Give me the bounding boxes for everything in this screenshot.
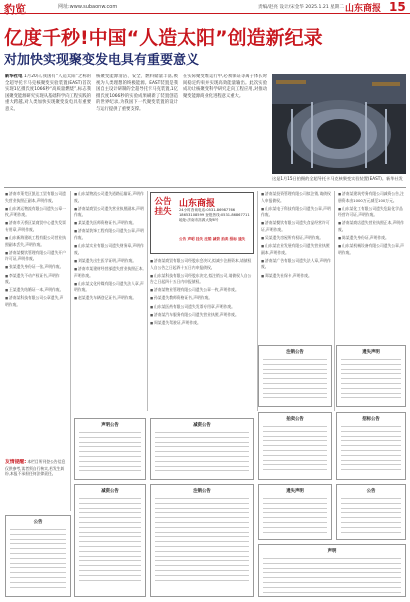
ad-label-bottom: 挂失 [154, 207, 172, 217]
column-divider [147, 191, 148, 411]
friendly-reminder [5, 459, 67, 477]
notice-item: ■ 山东鸿运物流有限公司遗失公章一枚,声明作废。 [5, 206, 67, 219]
notice-box-title: 减资公告 [193, 423, 211, 428]
notice-item: ■ 济南某科技有限公司公章遗失,声明作废。 [5, 295, 67, 308]
notice-column-5 [338, 191, 406, 341]
paper-name: 山东商报 [345, 4, 382, 14]
notice-box [74, 484, 146, 597]
notice-item: ■ 吴某遗失房屋所有权证,声明作废。 [261, 235, 331, 242]
dateline: 新华社电 [5, 74, 23, 79]
notice-box-title: 减资公告 [101, 489, 119, 494]
notice-box-title: 招标公告 [362, 417, 380, 422]
notice-item: ■ 山东某实业有限公司遗失财务章,声明作废。 [74, 243, 146, 256]
article-subhead: 对加快实现聚变发电具有重要意义 [4, 53, 200, 68]
notice-column-3 [150, 258, 254, 408]
notice-item: ■ 济南市某建材经营部遗失营业执照正本,声明作废。 [74, 266, 146, 279]
notice-item: ■ 济南某汽车服务有限公司遗失营业执照,声明作废。 [150, 312, 254, 319]
article-headline: 亿度千秒!中国“人造太阳”创造新纪录 [4, 27, 323, 49]
notice-item: ■ 陈某遗失身份证,声明作废。 [338, 235, 406, 242]
notice-item: ■ 济南某餐饮有限公司遗失食品经营许可证,声明作废。 [261, 220, 331, 233]
notice-box [258, 544, 406, 597]
column-divider [334, 191, 335, 411]
notice-item: ■ 山东某医药有限公司遗失发票专用章,声明作废。 [150, 304, 254, 311]
article-body-1: 1月20日,我国有“人造太阳”之称的全超导托卡马克核聚变实验装置(EAST)首次实现1亿摄氏度1066秒“高质量燃烧”,标志我国聚变能源研究实现从基础科学向工程实践的重大跨越,对人类加快实现聚变发电具有重要意义。 [5, 74, 91, 112]
notice-box [336, 345, 406, 407]
notice-box-title: 遗失声明 [286, 489, 304, 494]
notice-item: ■ 刘某遗失出生医学证明,声明作废。 [74, 258, 146, 265]
ad-box [150, 192, 254, 254]
notice-item: ■ 济南某广告有限公司遗失法人章,声明作废。 [261, 258, 331, 271]
notice-box [5, 515, 71, 597]
notice-item: ■ 济南某餐饮管理有限公司遗失开户许可证,声明作废。 [5, 250, 67, 263]
notice-item: ■ 济南某商店遗失营业执照正本,声明作废。 [338, 220, 406, 233]
notice-item: ■ 山东某机械设备有限公司遗失公章,声明作废。 [338, 243, 406, 256]
notice-item: ■ 济南某物业管理有限公司遗失公章一枚,声明作废。 [150, 287, 254, 294]
reminder-text: 本栏目所刊登公告信息仅供参考,读者须自行核实,若发生纠纷,本报不承担任何法律责任。 [5, 459, 66, 477]
reminder-label: 友情提醒: [5, 460, 27, 465]
notice-item: ■ 济南某建筑劳务有限公司减资公告,注册资本由1000万元减至100万元。 [338, 191, 406, 204]
page-header [0, 0, 410, 14]
notice-box [258, 484, 332, 540]
notice-box-title: 注销公告 [286, 350, 304, 355]
website-url[interactable]: 网址:www.subaonw.com [58, 4, 118, 10]
notice-item: ■ 某某遗失医师资格证书,声明作废。 [74, 220, 146, 227]
notice-item: ■ 张某遗失身份证一张,声明作废。 [5, 264, 67, 271]
notice-item: ■ 周某遗失驾驶证,声明作废。 [150, 320, 254, 327]
ad-paper-name: 山东商报 [179, 199, 216, 209]
notice-column-1 [5, 191, 67, 457]
notice-item: ■ 山东新海建筑工程有限公司营业执照副本丢失,声明作废。 [5, 235, 67, 248]
notice-box [258, 345, 332, 407]
photo-caption: 这是1月15日拍摄的全超导托卡马克核聚变实验装置(EAST)。新华社发 [272, 176, 403, 181]
notice-item: ■ 山东某物流公司遗失道路运输证,声明作废。 [74, 191, 146, 204]
notice-item: ■ 赵某遗失车辆登记证书,声明作废。 [74, 295, 146, 302]
notice-box-title: 公告 [366, 489, 376, 494]
notice-box [336, 412, 406, 480]
notice-item: ■ 山东某电子科技有限公司遗失公章,声明作废。 [261, 206, 331, 219]
notice-item: ■ 李某遗失不动产权证书,声明作废。 [5, 273, 67, 286]
notice-column-4 [261, 191, 331, 341]
ad-label-top: 公告 [154, 197, 172, 207]
notice-item: ■ 孙某遗失教师资格证书,声明作废。 [150, 295, 254, 302]
notice-item: ■ 济南某投资管理有限公司拟注销,请债权人申报债权。 [261, 191, 331, 204]
ad-label [154, 197, 172, 217]
notice-box-title: 遗失声明 [362, 350, 380, 355]
notice-box [150, 484, 254, 597]
notice-item: ■ 郑某遗失社保卡,声明作废。 [261, 273, 331, 280]
ad-slogan: 公告 声明 挂失 注销 减资 拍卖 招标 遗失 [179, 237, 246, 241]
tokamak-photo-icon [272, 74, 406, 174]
notice-item: ■ 山东某农业发展有限公司遗失营业执照副本,声明作废。 [261, 243, 331, 256]
notice-box-title: 拍卖公告 [286, 417, 304, 422]
article-column-2: 核聚变能源清洁、安全、燃料储量丰富,被视为人类理想的终极能源。EAST装置是我国自主设计研制的全超导托卡马克装置,1亿摄氏度1066秒的实验成果刷新了装置创造的世界纪录,为我国下一代聚变装置的设计与运行提供了重要支撑。 [96, 74, 178, 112]
article-column-3: 在实际聚变堆运行中,必须保证等离子体长时间稳定约束并实现高效能量输出。此次实验成功让核聚变科学研究走向工程应用,对推动聚变能源商业化进程意义重大。 [183, 74, 267, 99]
notice-box-title: 注销公告 [193, 489, 211, 494]
page-number: 15 [389, 0, 406, 14]
ad-contact: 24小时咨询电话:0531-86987766 18653108599 登报热线:0531-86867711 地址:济南市泺源大街6号 [179, 208, 250, 222]
notice-item: ■ 山东某科技有限公司经股东决定,拟注销公司,请债权人自公告之日起四十五日内申报债权。 [150, 273, 254, 286]
article-column-1 [5, 74, 91, 186]
notice-box [336, 484, 406, 540]
notice-box [258, 412, 332, 480]
edition-meta: 责编/赵亮 设计/宋金华 2025.1.21 星期二 [258, 5, 344, 10]
notice-item: ■ 王某遗失结婚证一本,声明作废。 [5, 287, 67, 294]
column-divider [70, 191, 71, 511]
notice-item: ■ 济南某装饰工程有限公司遗失公章,声明作废。 [74, 228, 146, 241]
notice-item: ■ 山东某文化传媒有限公司遗失法人章,声明作废。 [74, 281, 146, 294]
notice-box-title: 公告 [33, 520, 43, 525]
notice-item: ■ 济南某商贸有限公司经股东会决议,拟减少注册资本,请债权人自公告之日起四十五日内申报债权。 [150, 258, 254, 271]
notice-item: ■ 山东某化工有限公司遗失危险化学品经营许可证,声明作废。 [338, 206, 406, 219]
article-photo [272, 74, 406, 174]
section-divider [4, 187, 406, 188]
column-brand: 豹览 [4, 3, 26, 16]
notice-box [150, 418, 254, 480]
notice-column-2 [74, 191, 146, 315]
notice-item: ■ 济南某商贸公司遗失营业执照副本,声明作废。 [74, 206, 146, 219]
notice-box-title: 声明 [327, 549, 337, 554]
notice-box [74, 418, 146, 480]
notice-item: ■ 济南市天桥区某商贸中心遗失发票专用章,声明作废。 [5, 220, 67, 233]
notice-box-title: 声明公告 [101, 423, 119, 428]
notice-item: ■ 济南市莱芜区凯达工贸有限公司遗失营业执照正副本,声明作废。 [5, 191, 67, 204]
